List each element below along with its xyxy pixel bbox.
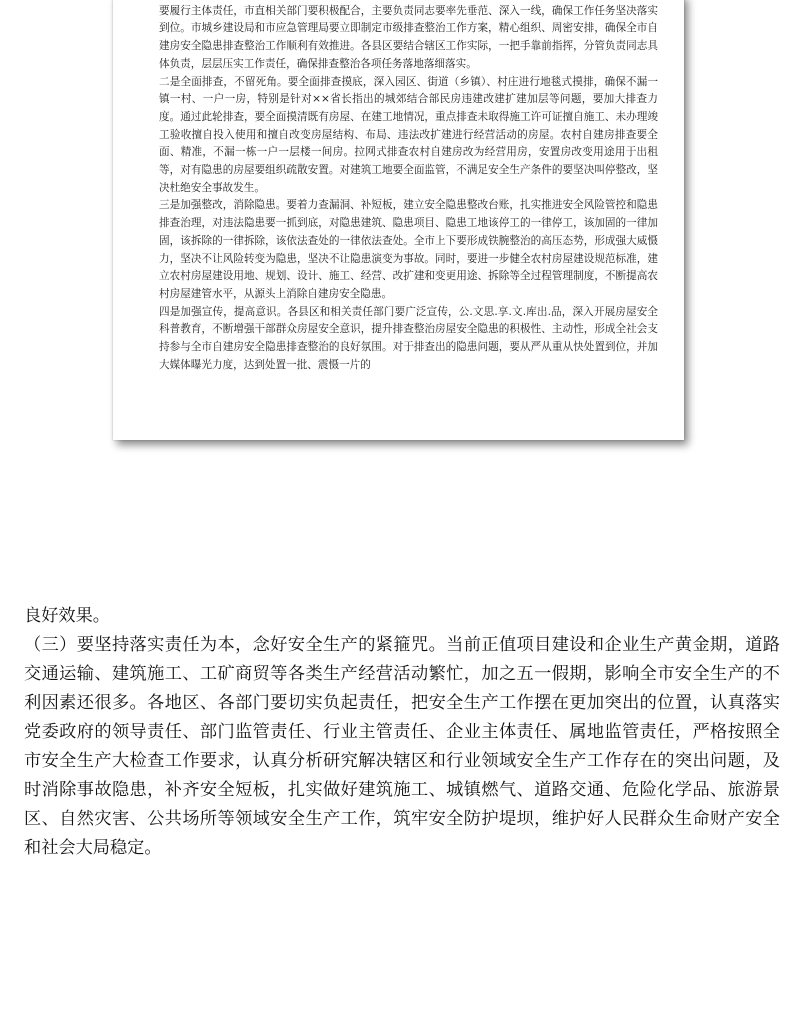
section-paragraph: （三）要坚持落实责任为本，念好安全生产的紧箍咒。当前正值项目建设和企业生产黄金期，道路交通运输、建筑施工、工矿商贸等各类生产经营活动繁忙，加之五一假期，影响全市安全生产的不利因素还很多。各地区、各部门要切实负起责任，把安全生产工作摆在更加突出的位置，认真落实党委政府的领导责任、部门监管责任、行业主管责任、企业主体责任、属地监管责任，严格按照全市安全生产大检查工作要求，认真分析研究解决辖区和行业领域安全生产工作存在的突出问题，及时消除事故隐患，补齐安全短板，扎实做好建筑施工、城镇燃气、道路交通、危险化学品、旅游景区、自然灾害、公共场所等领域安全生产工作，筑牢安全防护堤坝，维护好人民群众生命财产安全和社会大局稳定。: [24, 635, 780, 858]
main-document-text: [24, 602, 780, 863]
embedded-document-text: [159, 0, 658, 374]
embedded-document-page: [113, 0, 684, 440]
embedded-paragraph-2: 二是全面排查，不留死角。要全面排查摸底，深入园区、街道（乡镇）、村庄进行地毯式摸排，确保不漏一镇一村、一户一房，特别是针对××省长指出的城郊结合部民房违建改建扩建加层等问题，要加大排查力度。通过此轮排查，要全面摸清既有房屋、在建工地情况，重点排查未取得施工许可证擅自施工、未办理竣工验收擅自投入使用和擅自改变房屋结构、布局、违法改扩建进行经营活动的房屋。农村自建房排查要全面、精准，不漏一栋一户一层楼一间房。拉网式排查农村自建房改为经营用房，安置房改变用途用于出租等，对有隐患的房屋要组织疏散安置。对建筑工地要全面监管，不满足安全生产条件的要坚决叫停整改，坚决杜绝安全事故发生。: [159, 75, 658, 194]
embedded-paragraph-4: 四是加强宣传，提高意识。各县区和相关责任部门要广泛宣传，公.文思.享.文.库出.品，深入开展房屋安全科普教育，不断增强干部群众房屋安全意识，提升排查整治房屋安全隐患的积极性、主动性，形成全社会支持参与全市自建房安全隐患排查整治的良好氛围。对于排查出的隐患问题，要从严从重从快处置到位，并加大媒体曝光力度，达到处置一批、震慑一片的: [159, 305, 658, 371]
embedded-paragraph-1: 要履行主体责任，市直相关部门要积极配合，主要负责同志要率先垂范、深入一线，确保工作任务坚决落实到位。市城乡建设局和市应急管理局要立即制定市级排查整治工作方案，精心组织、周密安排，确保全市自建房安全隐患排查整治工作顺利有效推进。各县区要结合辖区工作实际，一把手靠前指挥，分管负责同志具体负责，层层压实工作责任，确保排查整治各项任务落地落细落实。: [159, 4, 658, 70]
embedded-paragraph-3: 三是加强整改，消除隐患。要着力查漏洞、补短板，建立安全隐患整改台账，扎实推进安全风险管控和隐患排查治理，对违法隐患要一抓到底，对隐患建筑、隐患项目、隐患工地该停工的一律停工，该加固的一律加固，该拆除的一律拆除，该依法查处的一律依法查处。全市上下要形成铁腕整治的高压态势，形成强大威慑力，坚决不让风险转变为隐患，坚决不让隐患演变为事故。同时，要进一步健全农村房屋建设规范标准，建立农村房屋建设用地、规划、设计、施工、经营、改扩建和变更用途、拆除等全过程管理制度，不断提高农村房屋建管水平，从源头上消除自建房安全隐患。: [159, 199, 658, 300]
continuation-line: 良好效果。: [24, 606, 110, 626]
